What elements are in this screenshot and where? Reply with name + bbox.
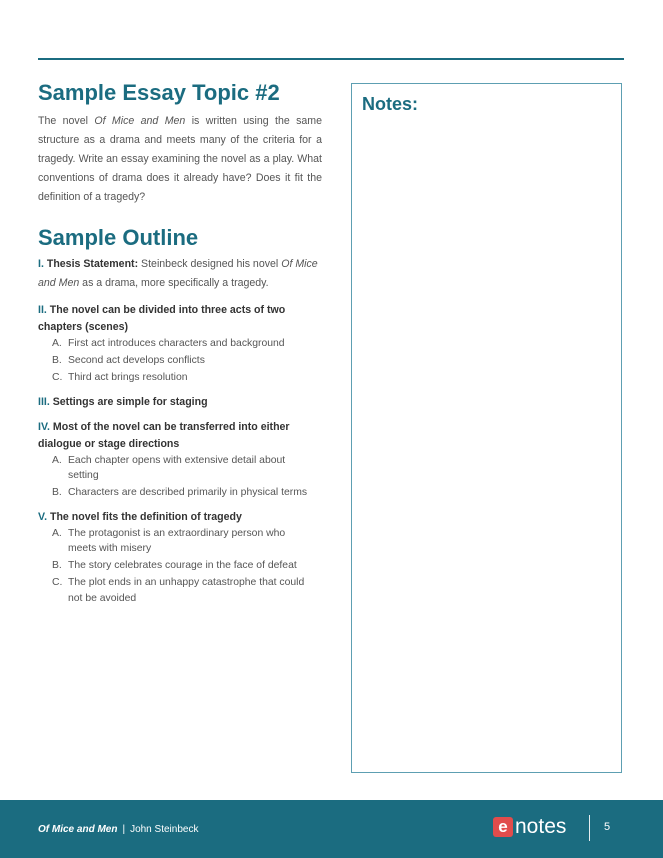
essay-topic-body bbox=[38, 112, 322, 207]
thesis-book-title: Of Mice and Men bbox=[38, 258, 318, 289]
notes-box[interactable] bbox=[351, 83, 622, 773]
sub-letter: B. bbox=[52, 355, 62, 366]
sub-letter: A. bbox=[52, 527, 62, 539]
outline-heading bbox=[38, 302, 322, 336]
sub-text: Each chapter opens with extensive detail about setting bbox=[68, 454, 286, 481]
outline-heading-text: Most of the novel can be transferred into either dialogue or stage directions bbox=[38, 420, 290, 450]
outline-numeral: V. bbox=[38, 510, 48, 523]
outline-heading-text: The novel fits the definition of tragedy bbox=[47, 510, 242, 523]
thesis-label: Thesis Statement: bbox=[46, 258, 139, 270]
outline-item-ii bbox=[38, 302, 322, 386]
thesis-numeral: I. bbox=[38, 258, 44, 270]
enotes-logo[interactable] bbox=[493, 815, 566, 839]
notes-title: Notes: bbox=[362, 94, 419, 114]
outline-numeral: III. bbox=[38, 395, 50, 408]
sub-text: Characters are described primarily in physical terms bbox=[68, 487, 308, 498]
logo-e-icon: e bbox=[493, 817, 513, 837]
outline-sub-list bbox=[38, 336, 322, 386]
sub-text: The plot ends in an unhappy catastrophe that could not be avoided bbox=[68, 577, 305, 604]
sub-text: Second act develops conflicts bbox=[68, 355, 205, 366]
outline-title: Sample Outline bbox=[38, 225, 199, 250]
thesis-text-after: as a drama, more specifically a tragedy. bbox=[79, 276, 269, 289]
footer-citation bbox=[38, 824, 198, 835]
thesis-statement bbox=[38, 255, 322, 292]
outline-heading bbox=[38, 419, 322, 453]
essay-topic-title: Sample Essay Topic #2 bbox=[38, 80, 280, 105]
outline-numeral: II. bbox=[38, 304, 47, 316]
outline-item-iv bbox=[38, 419, 322, 501]
outline-item-v bbox=[38, 509, 322, 607]
thesis-text-before: Steinbeck designed his novel bbox=[138, 258, 282, 270]
outline-item-iii bbox=[38, 394, 322, 411]
sub-point bbox=[52, 336, 322, 352]
outline-heading-text: The novel can be divided into three acts of two chapters (scenes) bbox=[38, 304, 286, 333]
sub-letter: A. bbox=[52, 338, 62, 349]
sub-text: The story celebrates courage in the face of defeat bbox=[68, 560, 297, 571]
sub-text: Third act brings resolution bbox=[68, 372, 188, 383]
page-number: 5 bbox=[604, 821, 611, 833]
logo-wordmark: notes bbox=[515, 815, 567, 838]
sub-point bbox=[52, 575, 322, 606]
sub-point bbox=[52, 485, 322, 501]
sub-point bbox=[52, 370, 322, 386]
sub-letter: B. bbox=[52, 487, 62, 498]
topic-text-1: The novel bbox=[38, 115, 95, 127]
outline-heading-text: Settings are simple for staging bbox=[49, 395, 208, 408]
footer-divider bbox=[589, 815, 590, 841]
footer-book-title: Of Mice and Men bbox=[38, 824, 118, 835]
sub-point bbox=[52, 353, 322, 369]
sub-point bbox=[52, 453, 322, 484]
sub-letter: C. bbox=[52, 372, 63, 383]
sub-point bbox=[52, 558, 322, 574]
left-column bbox=[38, 80, 322, 614]
top-divider bbox=[38, 58, 624, 60]
outline-heading bbox=[38, 509, 322, 526]
footer-author: John Steinbeck bbox=[130, 824, 199, 835]
sub-text: The protagonist is an extraordinary person who meets with misery bbox=[68, 527, 286, 554]
sub-point bbox=[52, 526, 322, 557]
sub-text: First act introduces characters and background bbox=[68, 338, 285, 349]
topic-text-2: is written using the same structure as a drama and meets many of the criteria for a tragedy. Write an essay examining the novel as a play. What conventions of drama does it already have? Does it fit the definition of a tragedy? bbox=[38, 115, 323, 203]
page-footer bbox=[0, 800, 663, 858]
sub-letter: B. bbox=[52, 560, 62, 571]
sub-letter: C. bbox=[52, 577, 63, 588]
footer-separator: | bbox=[122, 824, 126, 835]
outline-heading bbox=[38, 394, 322, 411]
outline-numeral: IV. bbox=[38, 420, 50, 433]
outline-sub-list bbox=[38, 526, 322, 607]
outline-sub-list bbox=[38, 453, 322, 501]
topic-book-title: Of Mice and Men bbox=[94, 115, 186, 127]
sub-letter: A. bbox=[52, 454, 62, 466]
